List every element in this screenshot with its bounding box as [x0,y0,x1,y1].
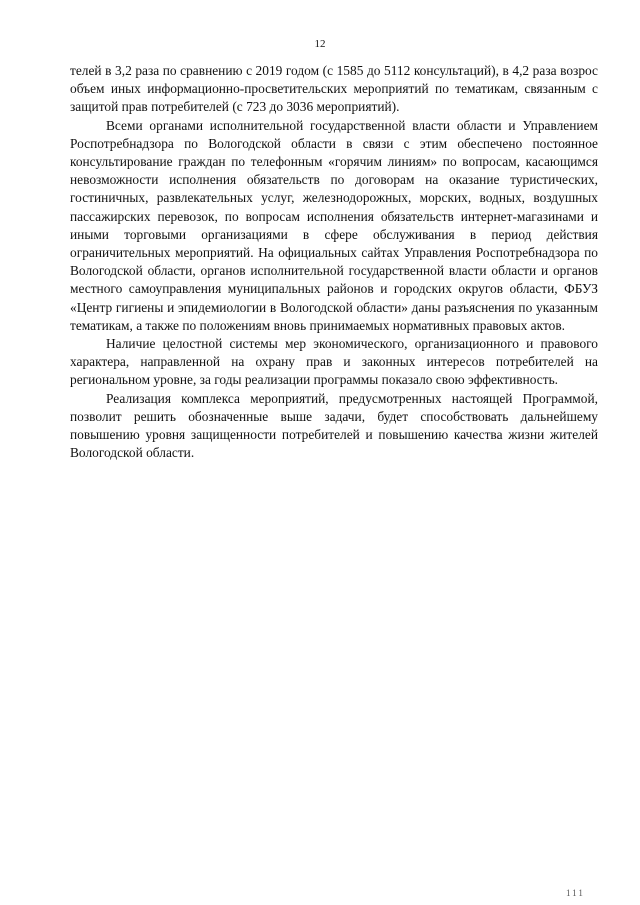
paragraph-program-outcome: Реализация комплекса мероприятий, предусмотренных настоящей Программой, позволит решить обозначенные выше задачи, будет способствовать дальнейшему повышению уровня защищенности потребителей и повышению качества жизни жителей Вологодской области. [70,390,598,461]
page-number: 12 [314,38,326,50]
document-body [70,62,598,462]
footer-mark: 111 [566,888,585,898]
paragraph-consulting: Всеми органами исполнительной государственной власти области и Управлением Роспотребнадзора по Вологодской области в связи с этим обеспечено постоянное консультирование граждан по телефонным «горячим линиям» по вопросам, касающимся невозможности исполнения обязательств по договорам на оказание туристических, гостиничных, развлекательных услуг, железнодорожных, морских, водных, воздушных пассажирских перевозок, по вопросам исполнения обязательств интернет-магазинами и иными торговыми организациями в сфере обслуживания в период действия ограничительных мероприятий. На официальных сайтах Управления Роспотребнадзора по Вологодской области, органов исполнительной государственной власти области и органов местного самоуправления муниципальных районов и городских округов области, ФБУЗ «Центр гигиены и эпидемиологии в Вологодской области» даны разъяснения по указанным тематикам, а также по положениям вновь принимаемых нормативных правовых актов. [70,117,598,333]
paragraph-system-effectiveness: Наличие целостной системы мер экономического, организационного и правового характера, направленной на охрану прав и законных интересов потребителей на региональном уровне, за годы реализации программы показало свою эффективность. [70,336,598,388]
paragraph-continuation: телей в 3,2 раза по сравнению с 2019 годом (с 1585 до 5112 консультаций), в 4,2 раза возрос объем иных информационно-просветительских мероприятий по тематикам, связанным с защитой прав потребителей (с 723 до 3036 мероприятий). [70,63,598,115]
